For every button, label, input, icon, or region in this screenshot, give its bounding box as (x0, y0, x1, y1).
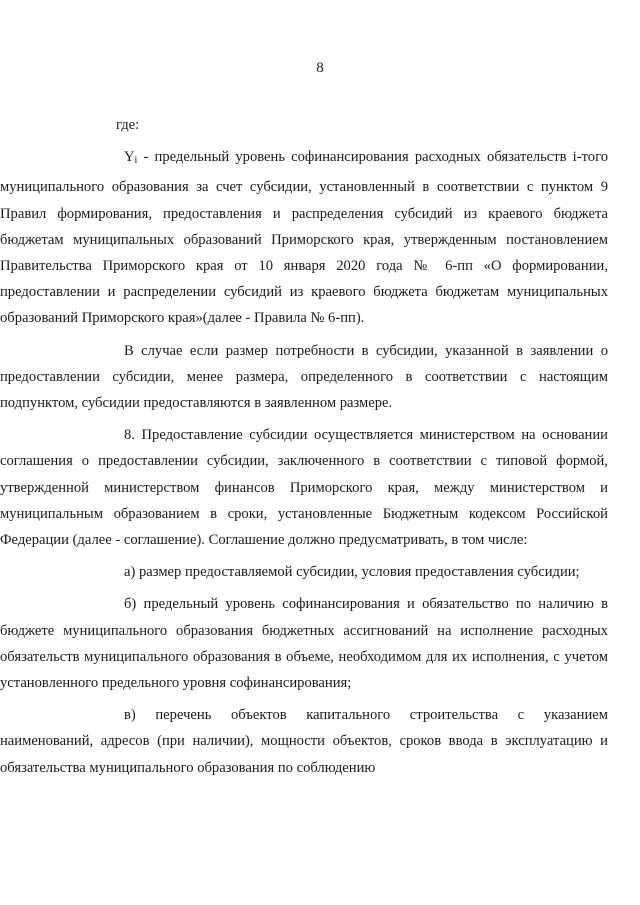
paragraph-item-b: б) предельный уровень софинансирования и обязательство по наличию в бюджете муниципального образования бюджетных ассигнований на исполнение расходных обязательств муниципального образования в объеме, необходимом для их исполнения, с учетом установленного предельного уровня софинансирования; (0, 596, 608, 692)
variable-y: Y (124, 149, 135, 166)
document-body (0, 112, 608, 787)
paragraph-item-v: в) перечень объектов капитального строительства с указанием наименований, адресов (при наличии), мощности объектов, сроков ввода в эксплуатацию и обязательства муниципального образования по соблюдению (0, 707, 608, 776)
paragraph-yi-definition (0, 144, 608, 331)
yi-definition-text: - предельный уровень софинансирования расходных обязательств i-того муниципального образования за счет субсидии, установленный в соответствии с пунктом 9 Правил формирования, предоставления и распределения субсидий из краевого бюджета бюджетам муниципальных образований Приморского края, утвержденным постановлением Правительства Приморского края от 10 января 2020 года № 6-пп «О формировании, предоставлении и распределении субсидий из краевого бюджета бюджетам муниципальных образований Приморского края»(далее - Правила № 6-пп). (0, 149, 608, 327)
paragraph-item-8: 8. Предоставление субсидии осуществляется министерством на основании соглашения о предоставлении субсидии, заключенного в соответствии с типовой формой, утвержденной министерством финансов Приморского края, между министерством и муниципальным образованием в сроки, установленные Бюджетным кодексом Российской Федерации (далее - соглашение). Соглашение должно предусматривать, в том числе: (0, 427, 608, 549)
variable-subscript-i: i (134, 155, 138, 167)
paragraph-need-size: В случае если размер потребности в субсидии, указанной в заявлении о предоставлении субсидии, менее размера, определенного в соответствии с настоящим подпунктом, субсидии предоставляются в заявленном размере. (0, 342, 608, 412)
page-number: 8 (316, 60, 324, 76)
paragraph-where: где: (116, 117, 140, 133)
paragraph-item-a: а) размер предоставляемой субсидии, условия предоставления субсидии; (124, 564, 580, 581)
